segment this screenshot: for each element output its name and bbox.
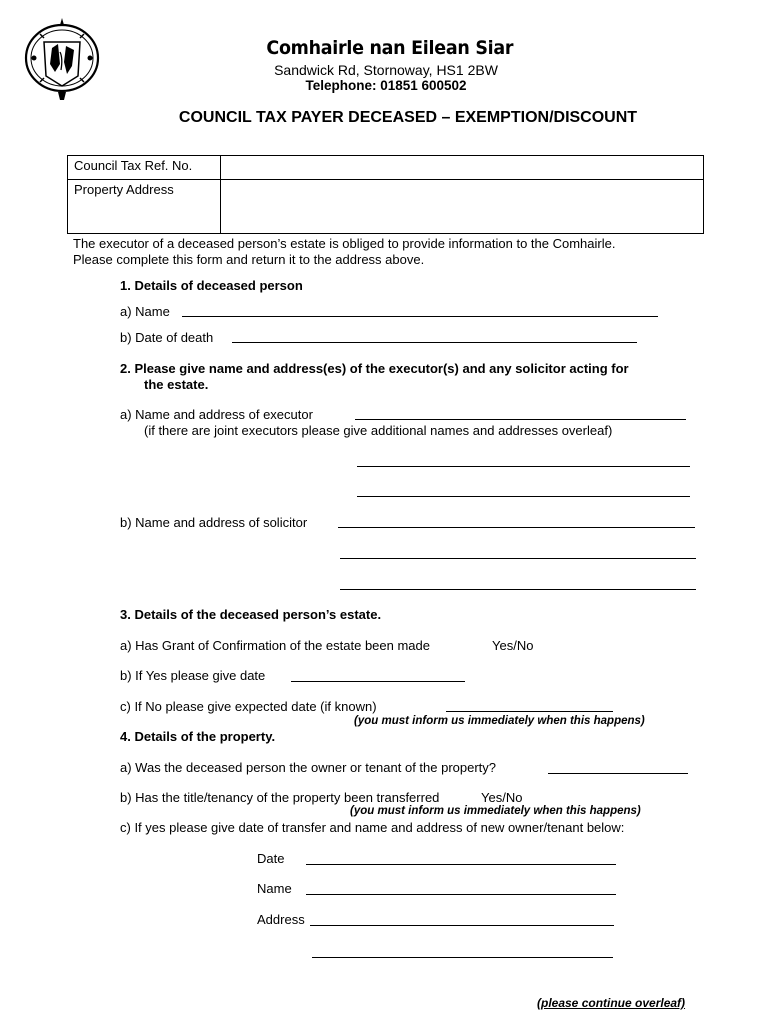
transfer-yes-no[interactable]: Yes/No — [481, 790, 523, 805]
expected-date-label: c) If No please give expected date (if known) — [120, 699, 377, 714]
section-3-heading: 3. Details of the deceased person’s estate. — [120, 607, 382, 622]
new-owner-date-label: Date — [257, 851, 285, 866]
date-of-death-line[interactable] — [232, 342, 637, 343]
continue-overleaf: (please continue overleaf) — [537, 996, 686, 1010]
intro-line-1: The executor of a deceased person’s estate is obliged to provide information to the Comhairle. — [73, 236, 616, 251]
expected-date-line[interactable] — [446, 711, 613, 712]
grant-date-label: b) If Yes please give date — [120, 668, 266, 683]
intro-line-2: Please complete this form and return it to the address above. — [73, 252, 425, 267]
new-owner-date-line[interactable] — [306, 864, 616, 865]
deceased-name-line[interactable] — [182, 316, 658, 317]
council-address: Sandwick Rd, Stornoway, HS1 2BW — [274, 62, 498, 78]
solicitor-line-2[interactable] — [340, 558, 696, 559]
owner-tenant-label: a) Was the deceased person the owner or tenant of the property? — [120, 760, 497, 775]
transfer-label: b) Has the title/tenancy of the property been transferred — [120, 790, 440, 805]
new-owner-name-line[interactable] — [306, 894, 616, 895]
executor-line-2[interactable] — [357, 466, 690, 467]
solicitor-line-1[interactable] — [338, 527, 695, 528]
new-owner-name-label: Name — [257, 881, 292, 896]
grant-yes-no[interactable]: Yes/No — [492, 638, 534, 653]
date-of-death-label: b) Date of death — [120, 330, 214, 345]
property-address-field[interactable] — [221, 180, 704, 234]
transfer-note: (you must inform us immediately when this happens) — [350, 805, 641, 817]
section-1-heading: 1. Details of deceased person — [120, 278, 303, 293]
section-2-heading: 2. Please give name and address(es) of the executor(s) and any solicitor acting for — [120, 361, 629, 376]
new-owner-address-line-2[interactable] — [312, 957, 613, 958]
property-address-label: Property Address — [68, 180, 221, 234]
council-tax-ref-field[interactable] — [221, 156, 704, 180]
section-4-heading: 4. Details of the property. — [120, 729, 276, 744]
deceased-name-label: a) Name — [120, 304, 170, 319]
reference-table — [67, 155, 704, 234]
solicitor-label: b) Name and address of solicitor — [120, 515, 308, 530]
executor-note: (if there are joint executors please give additional names and addresses overleaf) — [144, 423, 613, 438]
form-title: COUNCIL TAX PAYER DECEASED – EXEMPTION/DISCOUNT — [178, 109, 638, 126]
council-crest-logo — [22, 14, 104, 102]
owner-tenant-line[interactable] — [548, 773, 688, 774]
new-owner-address-line-1[interactable] — [310, 925, 614, 926]
solicitor-line-3[interactable] — [340, 589, 696, 590]
grant-confirmation-label: a) Has Grant of Confirmation of the estate been made — [120, 638, 431, 653]
council-name: Comhairle nan Eilean Siar — [266, 37, 514, 59]
grant-date-line[interactable] — [291, 681, 465, 682]
transfer-date-label: c) If yes please give date of transfer and name and address of new owner/tenant below: — [120, 820, 625, 835]
expected-date-note: (you must inform us immediately when this happens) — [354, 715, 645, 727]
executor-line-1[interactable] — [355, 419, 686, 420]
council-tax-ref-label: Council Tax Ref. No. — [68, 156, 221, 180]
new-owner-address-label: Address — [257, 912, 305, 927]
executor-label: a) Name and address of executor — [120, 407, 313, 422]
executor-line-3[interactable] — [357, 496, 690, 497]
section-2-heading-cont: the estate. — [144, 377, 209, 392]
council-telephone: Telephone: 01851 600502 — [305, 78, 467, 93]
